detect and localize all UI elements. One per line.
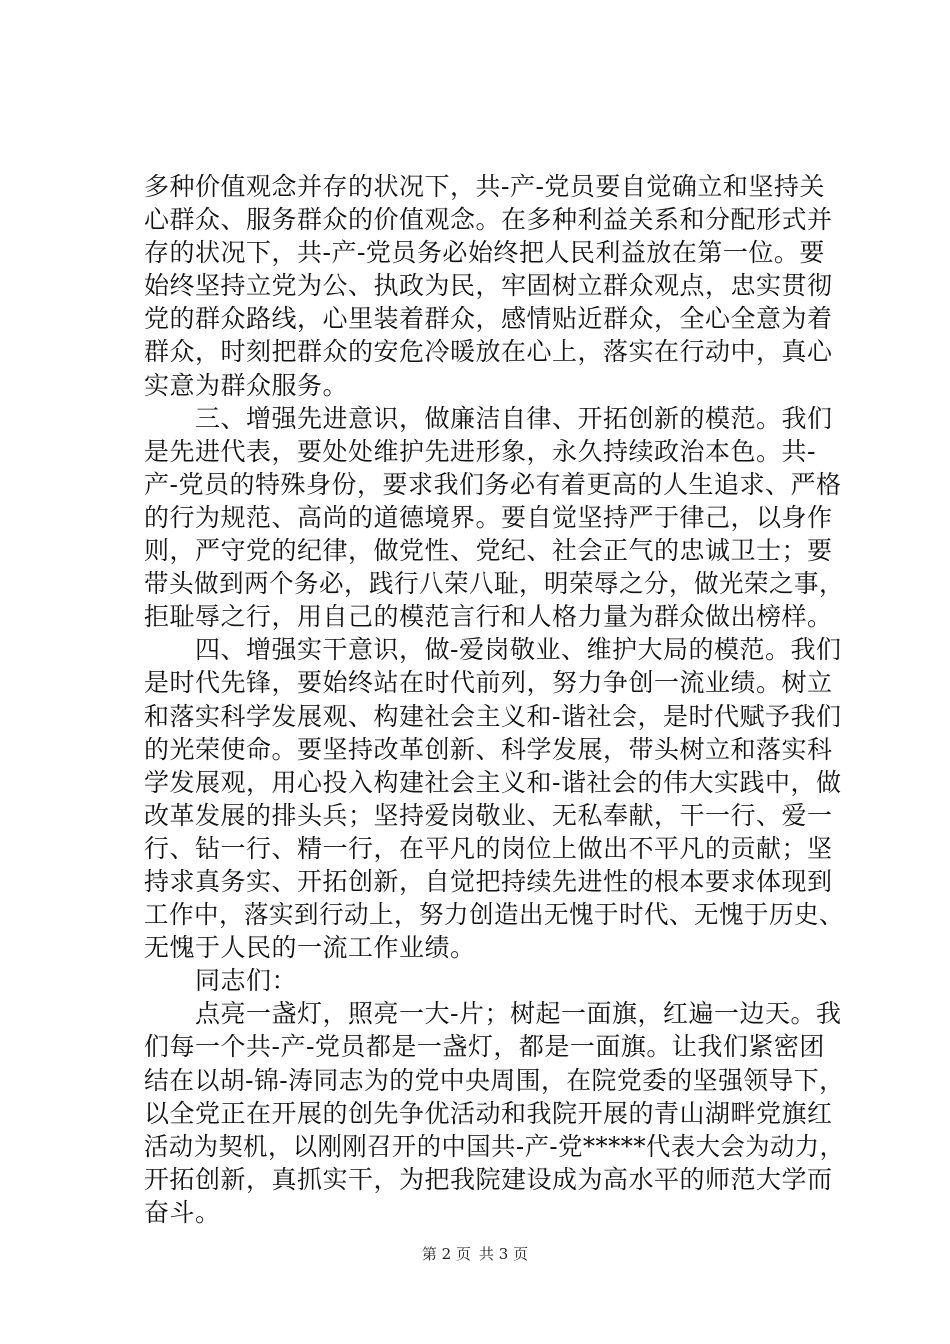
text-line: 活动为契机，以刚刚召开的中国共-产-党*****代表大会为动力， — [144, 1131, 845, 1161]
body-text — [144, 170, 844, 1229]
text-line: 多种价值观念并存的状况下，共-产-党员要自觉确立和坚持关 — [144, 172, 825, 201]
text-line: 持求真务实、开拓创新，自觉把持续先进性的根本要求体现到 — [144, 866, 833, 896]
text-line: 无愧于人民的一流工作业绩。 — [144, 933, 476, 963]
text-line: 改革发展的排头兵；坚持爱岗敬业、无私奉献，干一行、爱一 — [144, 800, 833, 830]
text-line: 们每一个共-产-党员都是一盏灯，都是一面旗。让我们紧密团 — [144, 1032, 825, 1062]
text-line: 同志们： — [144, 966, 298, 996]
text-line: 四、增强实干意识，做-爱岗敬业、维护大局的模范。我们 — [144, 635, 842, 665]
text-line: 的光荣使命。要坚持改革创新、科学发展，带头树立和落实科 — [144, 734, 833, 764]
text-line: 心群众、服务群众的价值观念。在多种利益关系和分配形式并 — [144, 205, 833, 235]
page-footer — [0, 1244, 950, 1264]
text-line: 行、钻一行、精一行，在平凡的岗位上做出不平凡的贡献；坚 — [144, 833, 833, 863]
text-line: 和落实科学发展观、构建社会主义和-谐社会，是时代赋予我们 — [144, 701, 842, 731]
text-line: 党的群众路线，心里装着群众，感情贴近群众，全心全意为着 — [144, 304, 833, 334]
text-line: 点亮一盏灯，照亮一大-片；树起一面旗，红遍一边天。我 — [144, 999, 842, 1029]
text-line: 拒耻辱之行，用自己的模范言行和人格力量为群众做出榜样。 — [144, 602, 833, 632]
text-line: 工作中，落实到行动上，努力创造出无愧于时代、无愧于历史、 — [144, 900, 845, 930]
text-line: 开拓创新，真抓实干，为把我院建设成为高水平的师范大学而 — [144, 1164, 833, 1194]
text-line: 三、增强先进意识，做廉洁自律、开拓创新的模范。我们 — [144, 403, 833, 433]
page-number: 第 2 页 — [421, 1245, 471, 1263]
text-line: 始终坚持立党为公、执政为民，牢固树立群众观点，忠实贯彻 — [144, 271, 833, 301]
text-line: 结在以胡-锦-涛同志为的党中央周围，在院党委的坚强领导下， — [144, 1065, 845, 1095]
text-line: 存的状况下，共-产-党员务必始终把人民利益放在第一位。要 — [144, 238, 825, 268]
text-line: 是时代先锋，要始终站在时代前列，努力争创一流业绩。树立 — [144, 668, 833, 698]
text-line: 学发展观，用心投入构建社会主义和-谐社会的伟大实践中，做 — [144, 767, 842, 797]
text-line: 群众，时刻把群众的安危冷暖放在心上，落实在行动中，真心 — [144, 337, 833, 367]
page-total: 共 3 页 — [479, 1245, 529, 1263]
text-line: 产-党员的特殊身份，要求我们务必有着更高的人生追求、严格 — [144, 469, 842, 499]
text-line: 带头做到两个务必，践行八荣八耻，明荣辱之分，做光荣之事， — [144, 569, 845, 599]
text-line: 实意为群众服务。 — [144, 370, 349, 400]
text-line: 以全党正在开展的创先争优活动和我院开展的青山湖畔党旗红 — [144, 1098, 833, 1128]
text-line: 的行为规范、高尚的道德境界。要自觉坚持严于律己，以身作 — [144, 502, 833, 532]
text-line: 是先进代表，要处处维护先进形象，永久持续政治本色。共- — [144, 436, 816, 466]
text-line: 奋斗。 — [144, 1197, 221, 1227]
text-line: 则，严守党的纪律，做党性、党纪、社会正气的忠诚卫士；要 — [144, 536, 833, 566]
